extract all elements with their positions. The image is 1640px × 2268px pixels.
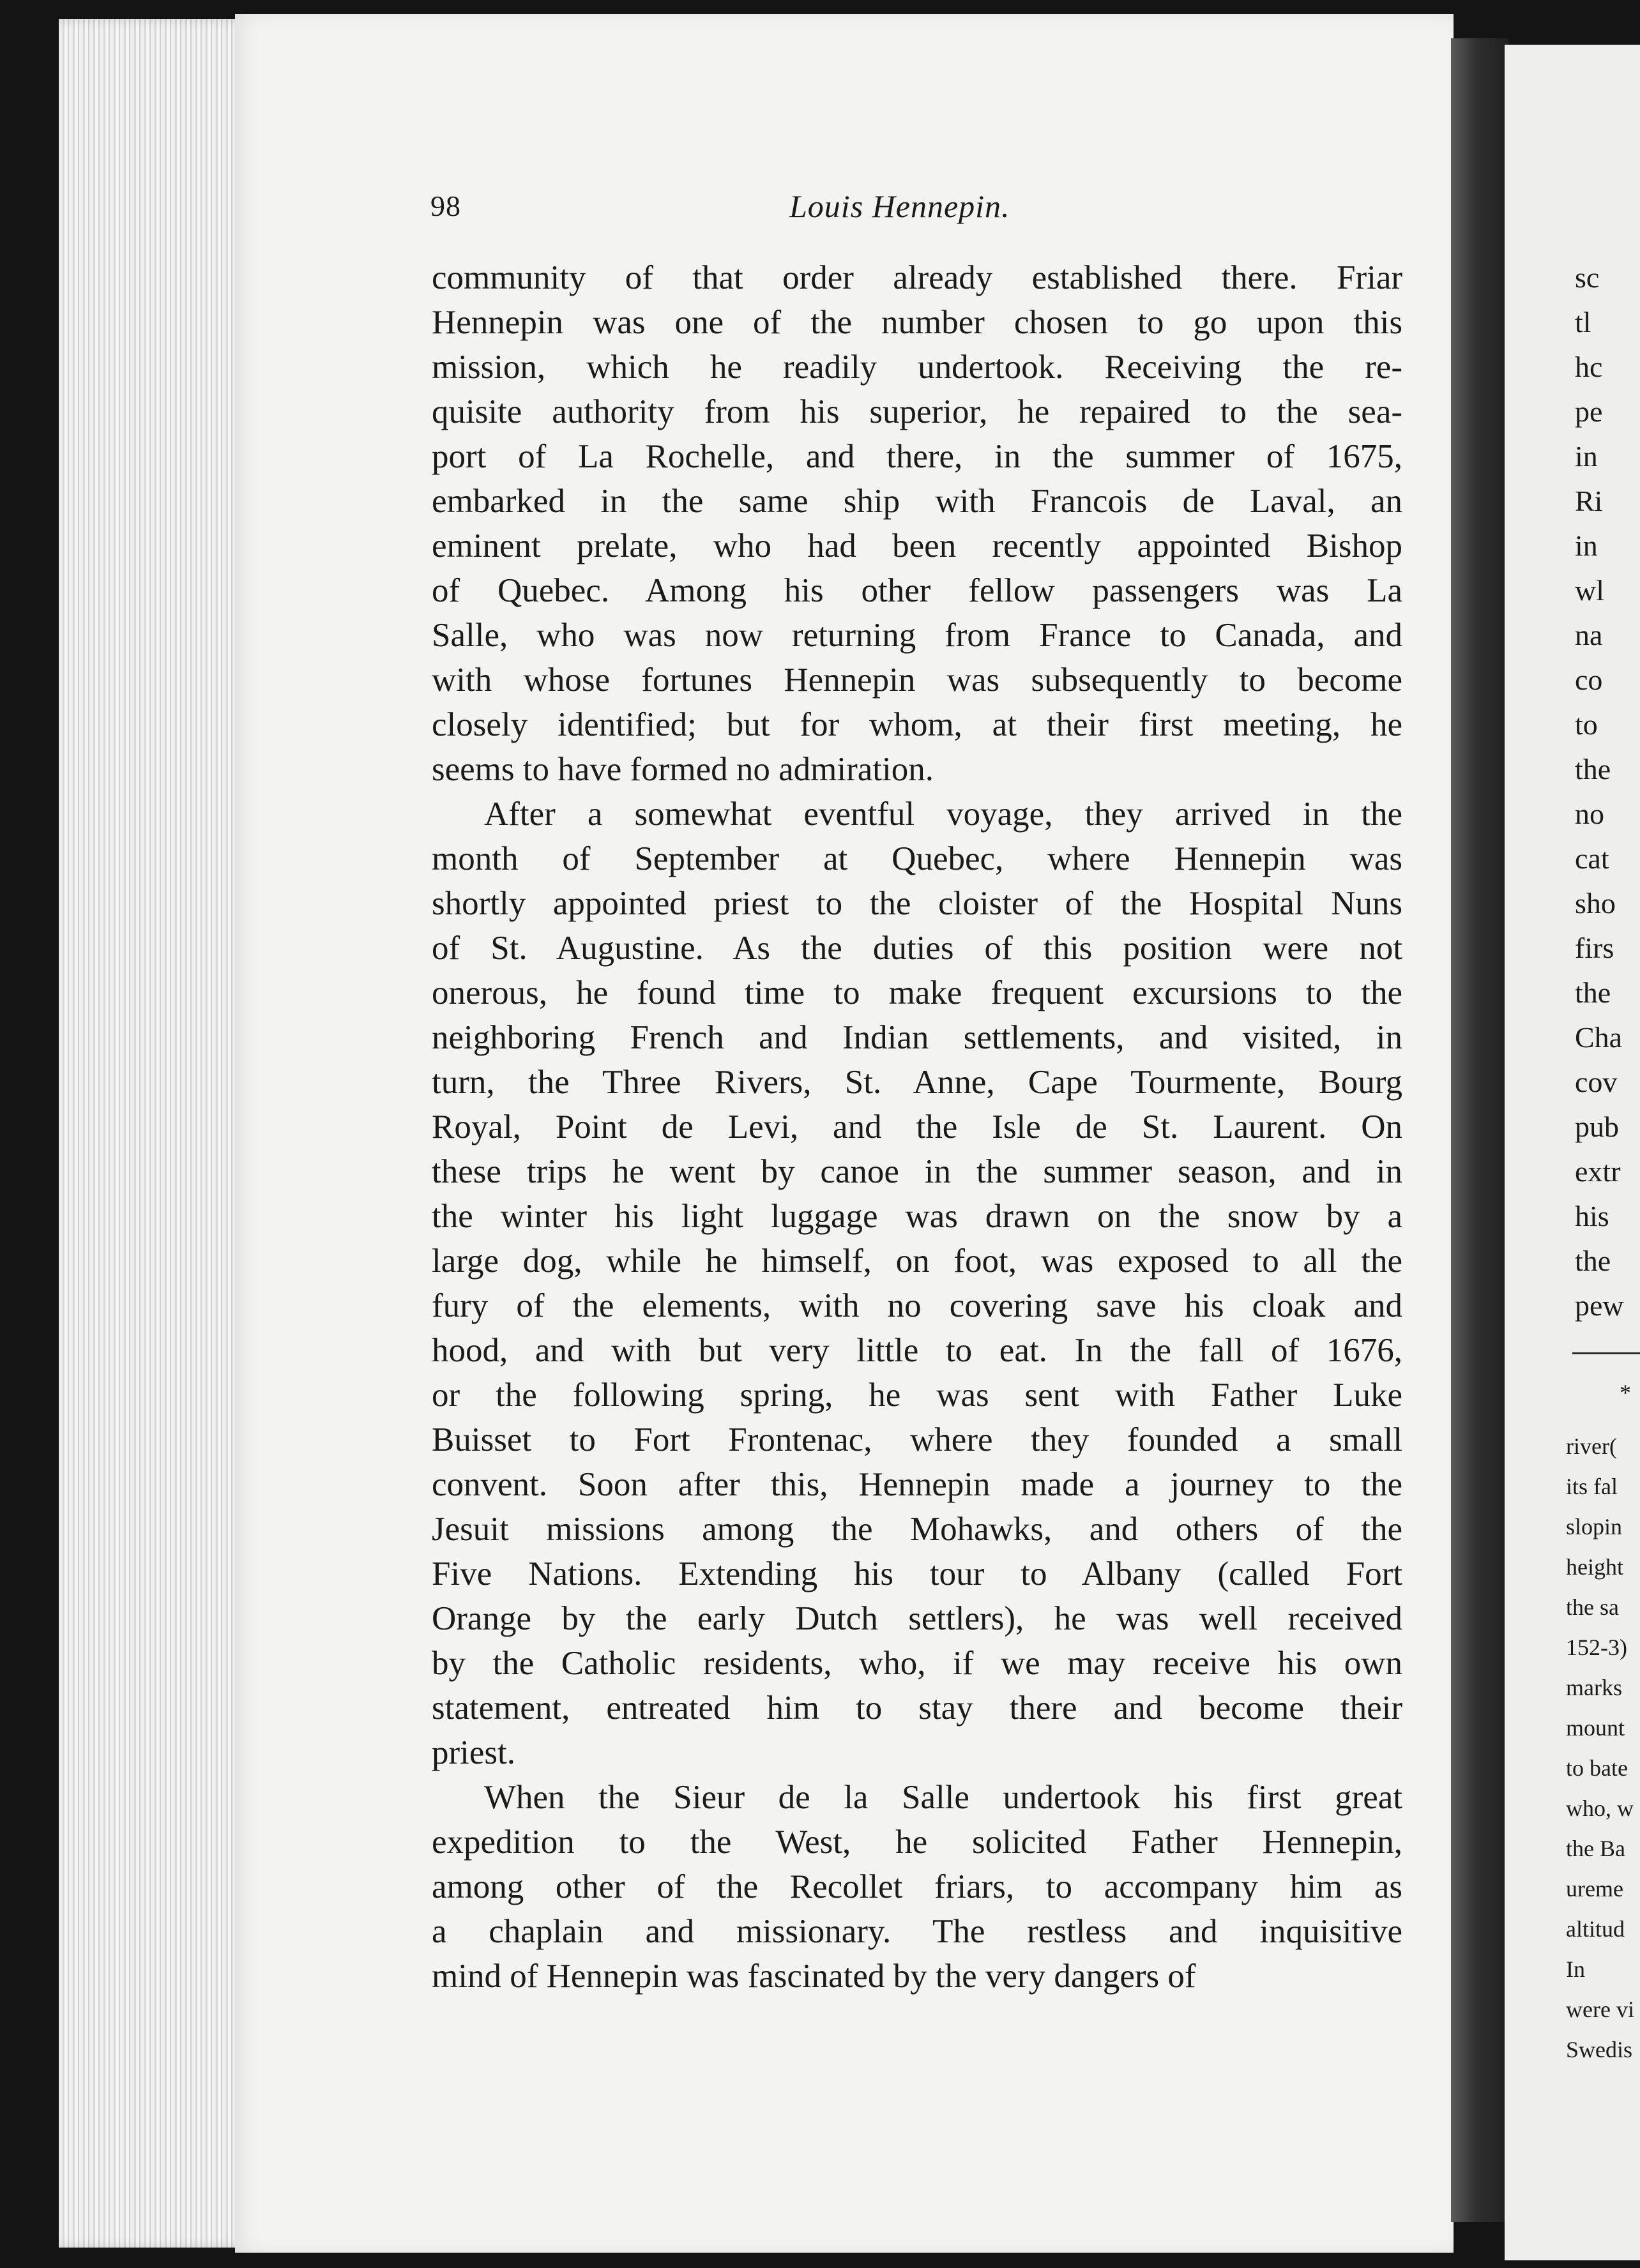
- right-page-line-fragment: pub: [1575, 1110, 1619, 1143]
- body-text: [432, 255, 1402, 1999]
- footnote-line-fragment: mount: [1566, 1715, 1625, 1741]
- text-line: After a somewhat eventful voyage, they arrived in the: [484, 796, 1402, 833]
- footnote-rule: [1572, 1352, 1640, 1354]
- text-line: port of La Rochelle, and there, in the summer of 1675,: [432, 438, 1402, 475]
- text-line: priest.: [432, 1734, 515, 1771]
- right-page-line-fragment: tl: [1575, 306, 1591, 338]
- right-page-line-fragment: firs: [1575, 932, 1614, 964]
- right-page-line-fragment: pew: [1575, 1289, 1624, 1322]
- text-line: neighboring French and Indian settlements, and visited, in: [432, 1019, 1402, 1056]
- right-page-line-fragment: in: [1575, 529, 1598, 562]
- right-page-line-fragment: wl: [1575, 574, 1604, 607]
- right-page-footnote-fragments: [1566, 1426, 1640, 2070]
- right-page-line-fragment: the: [1575, 976, 1611, 1009]
- text-line: Hennepin was one of the number chosen to go upon this: [432, 304, 1402, 341]
- running-title: Louis Hennepin.: [789, 188, 1010, 224]
- right-page-line-fragment: hc: [1575, 351, 1603, 383]
- right-page-line-fragment: the: [1575, 1244, 1611, 1277]
- text-line: large dog, while he himself, on foot, was exposed to all the: [432, 1243, 1402, 1280]
- footnote-line-fragment: ureme: [1566, 1876, 1623, 1901]
- text-line: quisite authority from his superior, he repaired to the sea-: [432, 393, 1402, 430]
- footnote-line-fragment: In: [1566, 1956, 1585, 1982]
- page-number: 98: [430, 190, 461, 222]
- footnote-line-fragment: slopin: [1566, 1514, 1623, 1539]
- right-page-line-fragment: cov: [1575, 1066, 1618, 1098]
- text-line: mind of Hennepin was fascinated by the very dangers of: [432, 1958, 1196, 1995]
- text-line: shortly appointed priest to the cloister of the Hospital Nuns: [432, 885, 1402, 922]
- text-line: among other of the Recollet friars, to accompany him as: [432, 1868, 1402, 1905]
- text-line: a chaplain and missionary. The restless and inquisitive: [432, 1913, 1402, 1950]
- right-page-line-fragment: in: [1575, 440, 1598, 472]
- footnote-line-fragment: the sa: [1566, 1594, 1619, 1620]
- text-line: with whose fortunes Hennepin was subsequently to become: [432, 662, 1402, 699]
- footnote-line-fragment: height: [1566, 1554, 1623, 1580]
- text-line: Orange by the early Dutch settlers), he was well received: [432, 1600, 1402, 1637]
- right-page-line-fragment: cat: [1575, 842, 1609, 875]
- page-edge-stack: [59, 19, 250, 2248]
- text-line: fury of the elements, with no covering save his cloak and: [432, 1287, 1402, 1324]
- text-line: Five Nations. Extending his tour to Albany (called Fort: [432, 1555, 1402, 1592]
- right-page-line-fragment: to: [1575, 708, 1598, 741]
- footnote-line-fragment: were vi: [1566, 1997, 1634, 2022]
- text-line: Royal, Point de Levi, and the Isle de St. Laurent. On: [432, 1108, 1402, 1145]
- text-line: eminent prelate, who had been recently appointed Bishop: [432, 527, 1402, 564]
- footnote-line-fragment: who, w: [1566, 1796, 1634, 1821]
- text-line: of Quebec. Among his other fellow passengers was La: [432, 572, 1402, 609]
- footnote-marker: *: [1620, 1380, 1631, 1405]
- right-page-line-fragment: his: [1575, 1200, 1609, 1232]
- text-line: mission, which he readily undertook. Receiving the re-: [432, 349, 1402, 386]
- right-page-line-fragment: sho: [1575, 887, 1616, 919]
- text-line: Salle, who was now returning from France to Canada, and: [432, 617, 1402, 654]
- text-line: Buisset to Fort Frontenac, where they founded a small: [432, 1421, 1402, 1458]
- text-line: by the Catholic residents, who, if we may receive his own: [432, 1645, 1402, 1682]
- right-page-line-fragment: pe: [1575, 395, 1603, 428]
- right-page-line-fragment: co: [1575, 663, 1603, 696]
- text-line: turn, the Three Rivers, St. Anne, Cape Tourmente, Bourg: [432, 1064, 1402, 1101]
- right-page-line-fragment: na: [1575, 619, 1603, 651]
- footnote-line-fragment: the Ba: [1566, 1836, 1625, 1861]
- text-line: month of September at Quebec, where Hennepin was: [432, 840, 1402, 877]
- right-page-line-fragment: Ri: [1575, 485, 1603, 517]
- text-line: expedition to the West, he solicited Father Hennepin,: [432, 1824, 1402, 1861]
- text-line: community of that order already established there. Friar: [432, 259, 1402, 296]
- right-page-text-fragments: [1575, 255, 1640, 1328]
- text-line: or the following spring, he was sent with Father Luke: [432, 1377, 1402, 1414]
- text-line: seems to have formed no admiration.: [432, 751, 934, 788]
- text-line: embarked in the same ship with Francois de Laval, an: [432, 483, 1402, 520]
- text-line: Jesuit missions among the Mohawks, and others of the: [432, 1511, 1402, 1548]
- right-page-line-fragment: extr: [1575, 1155, 1621, 1188]
- book-gutter: [1451, 38, 1508, 2222]
- text-line: onerous, he found time to make frequent excursions to the: [432, 974, 1402, 1011]
- text-line: these trips he went by canoe in the summer season, and in: [432, 1153, 1402, 1190]
- text-line: hood, and with but very little to eat. In the fall of 1676,: [432, 1332, 1402, 1369]
- footnote-line-fragment: 152-3): [1566, 1635, 1627, 1660]
- text-line: When the Sieur de la Salle undertook his first great: [484, 1779, 1402, 1816]
- right-page-line-fragment: Cha: [1575, 1021, 1623, 1054]
- text-line: statement, entreated him to stay there and become their: [432, 1690, 1402, 1727]
- footnote-line-fragment: Swedis: [1566, 2037, 1633, 2062]
- footnote-line-fragment: river(: [1566, 1433, 1617, 1459]
- footnote-line-fragment: altitud: [1566, 1916, 1625, 1942]
- footnote-line-fragment: to bate: [1566, 1755, 1628, 1781]
- right-page-line-fragment: sc: [1575, 261, 1600, 294]
- right-page-line-fragment: the: [1575, 753, 1611, 785]
- right-page-line-fragment: no: [1575, 798, 1604, 830]
- text-line: closely identified; but for whom, at their first meeting, he: [432, 706, 1402, 743]
- text-line: of St. Augustine. As the duties of this position were not: [432, 930, 1402, 967]
- footnote-line-fragment: marks: [1566, 1675, 1622, 1700]
- text-line: the winter his light luggage was drawn on the snow by a: [432, 1198, 1402, 1235]
- text-line: convent. Soon after this, Hennepin made a journey to the: [432, 1466, 1402, 1503]
- footnote-line-fragment: its fal: [1566, 1474, 1618, 1499]
